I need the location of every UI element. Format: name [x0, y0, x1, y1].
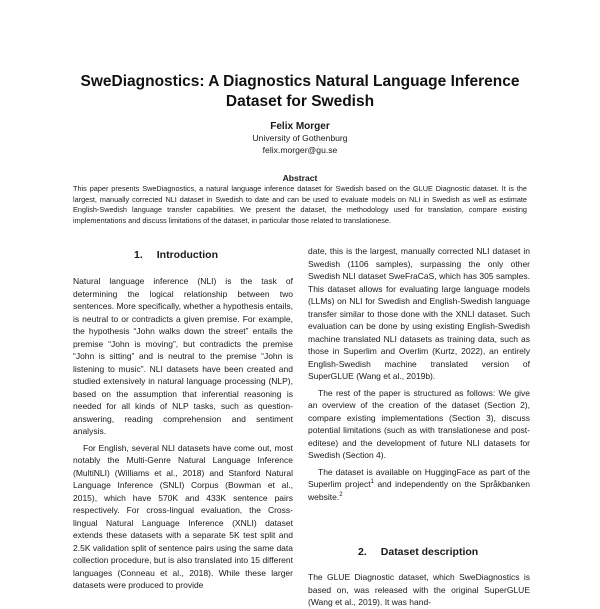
paper-title-line-1: SweDiagnostics: A Diagnostics Natural Language Inference — [80, 73, 520, 90]
footnote-marker-1: 1 — [370, 479, 374, 486]
section-heading-introduction — [134, 249, 218, 261]
abstract-text: This paper presents SweDiagnostics, a natural language inference dataset for Swedish based on the GLUE Diagnostic dataset. It is the largest, manually corrected NLI dataset in Swedish to date and can be used to evaluate models on NLI in Swedish as well as estimate English-Swedish language transfer capabilities. We present the dataset, the methodology used for translation, compare existing implementations and discuss limitations of the dataset, in particular those related to translationese. — [73, 184, 527, 225]
footnote-marker-2: 2 — [339, 491, 343, 498]
author-email: felix.morger@gu.se — [262, 145, 338, 155]
section-heading-dataset-description — [358, 546, 478, 558]
left-column — [73, 275, 293, 592]
section-title: Dataset description — [380, 546, 479, 558]
intro-paragraph-2: For English, several NLI datasets have come out, most notably the Multi-Genre Natural Language Inference (MultiNLI) (Williams et al., 2018) and Stanford Natural Language Inference (SNLI) Corpus (Bowman et al., 2015), which have 570K and 433K sentence pairs respectively. For cross-lingual evaluation, the Cross-lingual Natural Language Inference (XNLI) dataset extends these datasets with a separate 5K test split and 2.5K validation split of sentence pairs using the same data collection procedure, but is also translated into 15 different languages (Conneau et al., 2018). While these larger datasets were produced to provide — [73, 442, 293, 590]
section-number: 1. — [134, 249, 143, 261]
intro-paragraph-4: The rest of the paper is structured as follows: We give an overview of the creation of the dataset (Section 2), compare existing implementations (Section 3), discuss potential limitations (such as with translationese and post-editese) and the development of future NLI datasets for Swedish (Section 4). — [308, 387, 530, 460]
intro-paragraph-3: date, this is the largest, manually corrected NLI dataset in Swedish (1106 samples), surpassing the only other Swedish NLI dataset SweFraCaS, which has 305 samples. This dataset allows for evaluating large language models (LLMs) on NLI for Swedish and English-Swedish language transfer similar to those done with the XNLI dataset. Such evaluation can be done by using existing English-Swedish machine translated NLI datasets as training data, such as those in Superlim and Overlim (Kurtz, 2022), an entirely English-Swedish machine translated version of SuperGLUE (Wang et al., 2019b). — [308, 246, 530, 381]
intro-paragraph-1: Natural language inference (NLI) is the task of determining the logical relationship between two sentences. More specifically, whether a hypothesis entails, is neutral to or contradicts a given premise. For example, the hypothesis “John walks down the street” entails the premise “John is moving”, but contradicts the premise “John is sitting” and is neutral to the premise “John is listening to music”. NLI datasets have been created and studied extensively in natural language processing (NLP), based on the assumption that inferential reasoning is needed for all kinds of NLP tasks, such as question-answering, reading comprehension and sentiment analysis. — [73, 276, 294, 436]
author-name: Felix Morger — [270, 121, 330, 132]
availability-text-a: The dataset is available on HuggingFace as part of the Superlim project — [308, 466, 530, 489]
dataset-paragraph-1: The GLUE Diagnostic dataset, which SweDiagnostics is based on, was released with the original SuperGLUE (Wang et al., 2019). It was hand- — [308, 572, 530, 607]
section-number: 2. — [358, 546, 367, 558]
right-column — [308, 245, 530, 503]
intro-paragraph-5 — [308, 466, 530, 504]
paper-title — [60, 72, 540, 112]
availability-text-b: and independently on the Språkbanken website. — [308, 479, 530, 502]
section-title: Introduction — [156, 249, 219, 261]
author-affiliation: University of Gothenburg — [252, 133, 348, 143]
abstract-heading: Abstract — [282, 173, 318, 183]
dataset-description-column — [308, 571, 530, 609]
paper-title-line-2: Dataset for Swedish — [225, 93, 375, 110]
